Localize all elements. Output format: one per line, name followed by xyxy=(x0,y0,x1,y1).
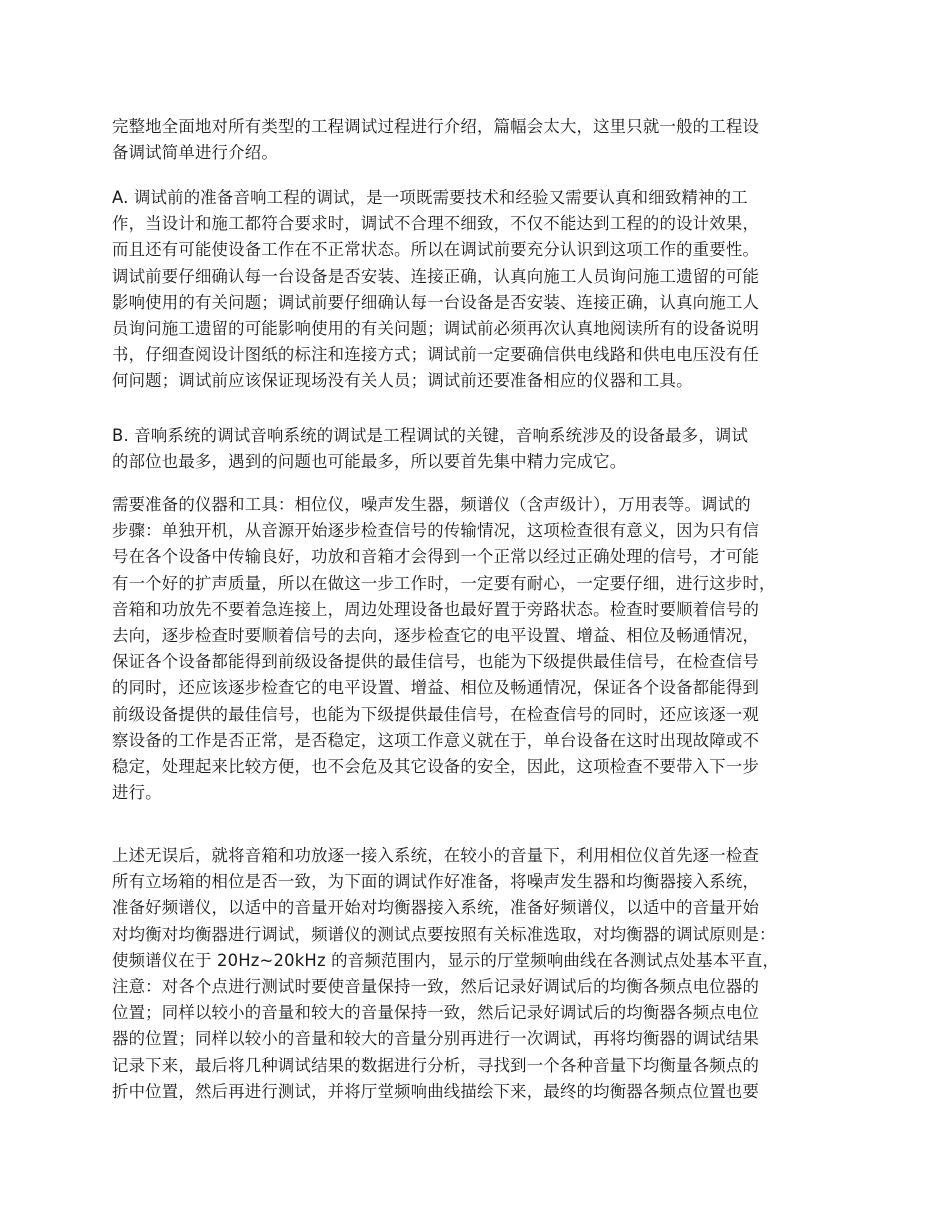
paragraph-intro xyxy=(112,114,812,166)
text-line: 使频谱仪在于 20Hz~20kHz 的音频范围内，显示的厅堂频响曲线在各测试点处基本平直， xyxy=(112,950,780,970)
text-line: 前级设备提供的最佳信号，也能为下级提供最佳信号，在检查信号的同时，还应该逐一观 xyxy=(112,704,760,724)
text-line: 员询问施工遗留的可能影响使用的有关问题；调试前必须再次认真地阅读所有的设备说明 xyxy=(112,319,760,339)
text-line: 上述无误后，就将音箱和功放逐一接入系统，在较小的音量下，利用相位仪首先逐一检查 xyxy=(112,846,760,865)
text-line: 的同时，还应该逐步检查它的电平设置、增益、相位及畅通情况，保证各个设备都能得到 xyxy=(112,678,760,698)
text-line: 对均衡对均衡器进行调试，频谱仪的测试点要按照有关标准选取，对均衡器的调试原则是： xyxy=(112,924,776,944)
text-line: 进行。 xyxy=(112,783,162,803)
text-line: 调试前要仔细确认每一台设备是否安装、连接正确，认真向施工人员询问施工遗留的可能 xyxy=(112,266,760,286)
paragraph-equalizer-tuning xyxy=(112,843,812,1105)
text-line: 备调试简单进行介绍。 xyxy=(112,143,278,163)
text-line: 有一个好的扩声质量，所以在做这一步工作时，一定要有耐心，一定要仔细，进行这步时， xyxy=(112,573,776,593)
text-line: 的部位也最多，遇到的问题也可能最多，所以要首先集中精力完成它。 xyxy=(112,452,627,472)
text-line: 而且还有可能使设备工作在不正常状态。所以在调试前要充分认识到这项工作的重要性。 xyxy=(112,240,760,260)
text-line: 号在各个设备中传输良好，功放和音箱才会得到一个正常以经过正确处理的信号，才可能 xyxy=(112,547,760,567)
text-line: 去向，逐步检查时要顺着信号的去向，逐步检查它的电平设置、增益、相位及畅通情况， xyxy=(112,626,760,646)
text-line: 记录下来，最后将几种调试结果的数据进行分析，寻找到一个各种音量下均衡量各频点的 xyxy=(112,1055,760,1075)
text-line: 作，当设计和施工都符合要求时，调试不合理不细致，不仅不能达到工程的的设计效果， xyxy=(112,214,760,234)
text-line: 注意：对各个点进行测试时要使音量保持一致，然后记录好调试后的均衡各频点电位器的 xyxy=(112,977,760,997)
text-line: 完整地全面地对所有类型的工程调试过程进行介绍，篇幅会太大，这里只就一般的工程设 xyxy=(112,117,760,136)
text-line: 书，仔细查阅设计图纸的标注和连接方式；调试前一定要确信供电线路和供电电压没有任 xyxy=(112,345,760,365)
text-line: 步骤：单独开机，从音源开始逐步检查信号的传输情况，这项检查很有意义，因为只有信 xyxy=(112,521,760,541)
text-line: 稳定，处理起来比较方便，也不会危及其它设备的安全，因此，这项检查不要带入下一步 xyxy=(112,757,760,777)
text-line: 影响使用的有关问题；调试前要仔细确认每一台设备是否安装、连接正确，认真向施工人 xyxy=(112,292,760,312)
paragraph-tools-and-steps xyxy=(112,492,812,806)
text-line: 位置；同样以较小的音量和较大的音量保持一致，然后记录好调试后的均衡器各频点电位 xyxy=(112,1003,760,1023)
paragraph-section-a xyxy=(112,185,812,395)
text-line: B. 音响系统的调试音响系统的调试是工程调试的关键，音响系统涉及的设备最多，调试 xyxy=(112,426,749,445)
text-line: 折中位置，然后再进行测试，并将厅堂频响曲线描绘下来，最终的均衡器各频点位置也要 xyxy=(112,1081,760,1101)
text-line: 需要准备的仪器和工具：相位仪，噪声发生器，频谱仪（含声级计），万用表等。调试的 xyxy=(112,495,751,514)
paragraph-section-b xyxy=(112,423,812,475)
text-line: 音箱和功放先不要着急连接上，周边处理设备也最好置于旁路状态。检查时要顺着信号的 xyxy=(112,599,760,619)
text-line: 所有立场箱的相位是否一致，为下面的调试作好准备，将噪声发生器和均衡器接入系统， xyxy=(112,872,760,892)
text-line: 准备好频谱仪，以适中的音量开始对均衡器接入系统，准备好频谱仪，以适中的音量开始 xyxy=(112,898,760,918)
text-line: 察设备的工作是否正常，是否稳定，这项工作意义就在于，单台设备在这时出现故障或不 xyxy=(112,730,760,750)
text-line: A. 调试前的准备音响工程的调试，是一项既需要技术和经验又需要认真和细致精神的工 xyxy=(112,188,748,207)
text-line: 何问题；调试前应该保证现场没有关人员；调试前还要准备相应的仪器和工具。 xyxy=(112,371,693,391)
text-line: 器的位置；同样以较小的音量和较大的音量分别再进行一次调试，再将均衡器的调试结果 xyxy=(112,1029,760,1049)
text-line: 保证各个设备都能得到前级设备提供的最佳信号，也能为下级提供最佳信号，在检查信号 xyxy=(112,652,760,672)
